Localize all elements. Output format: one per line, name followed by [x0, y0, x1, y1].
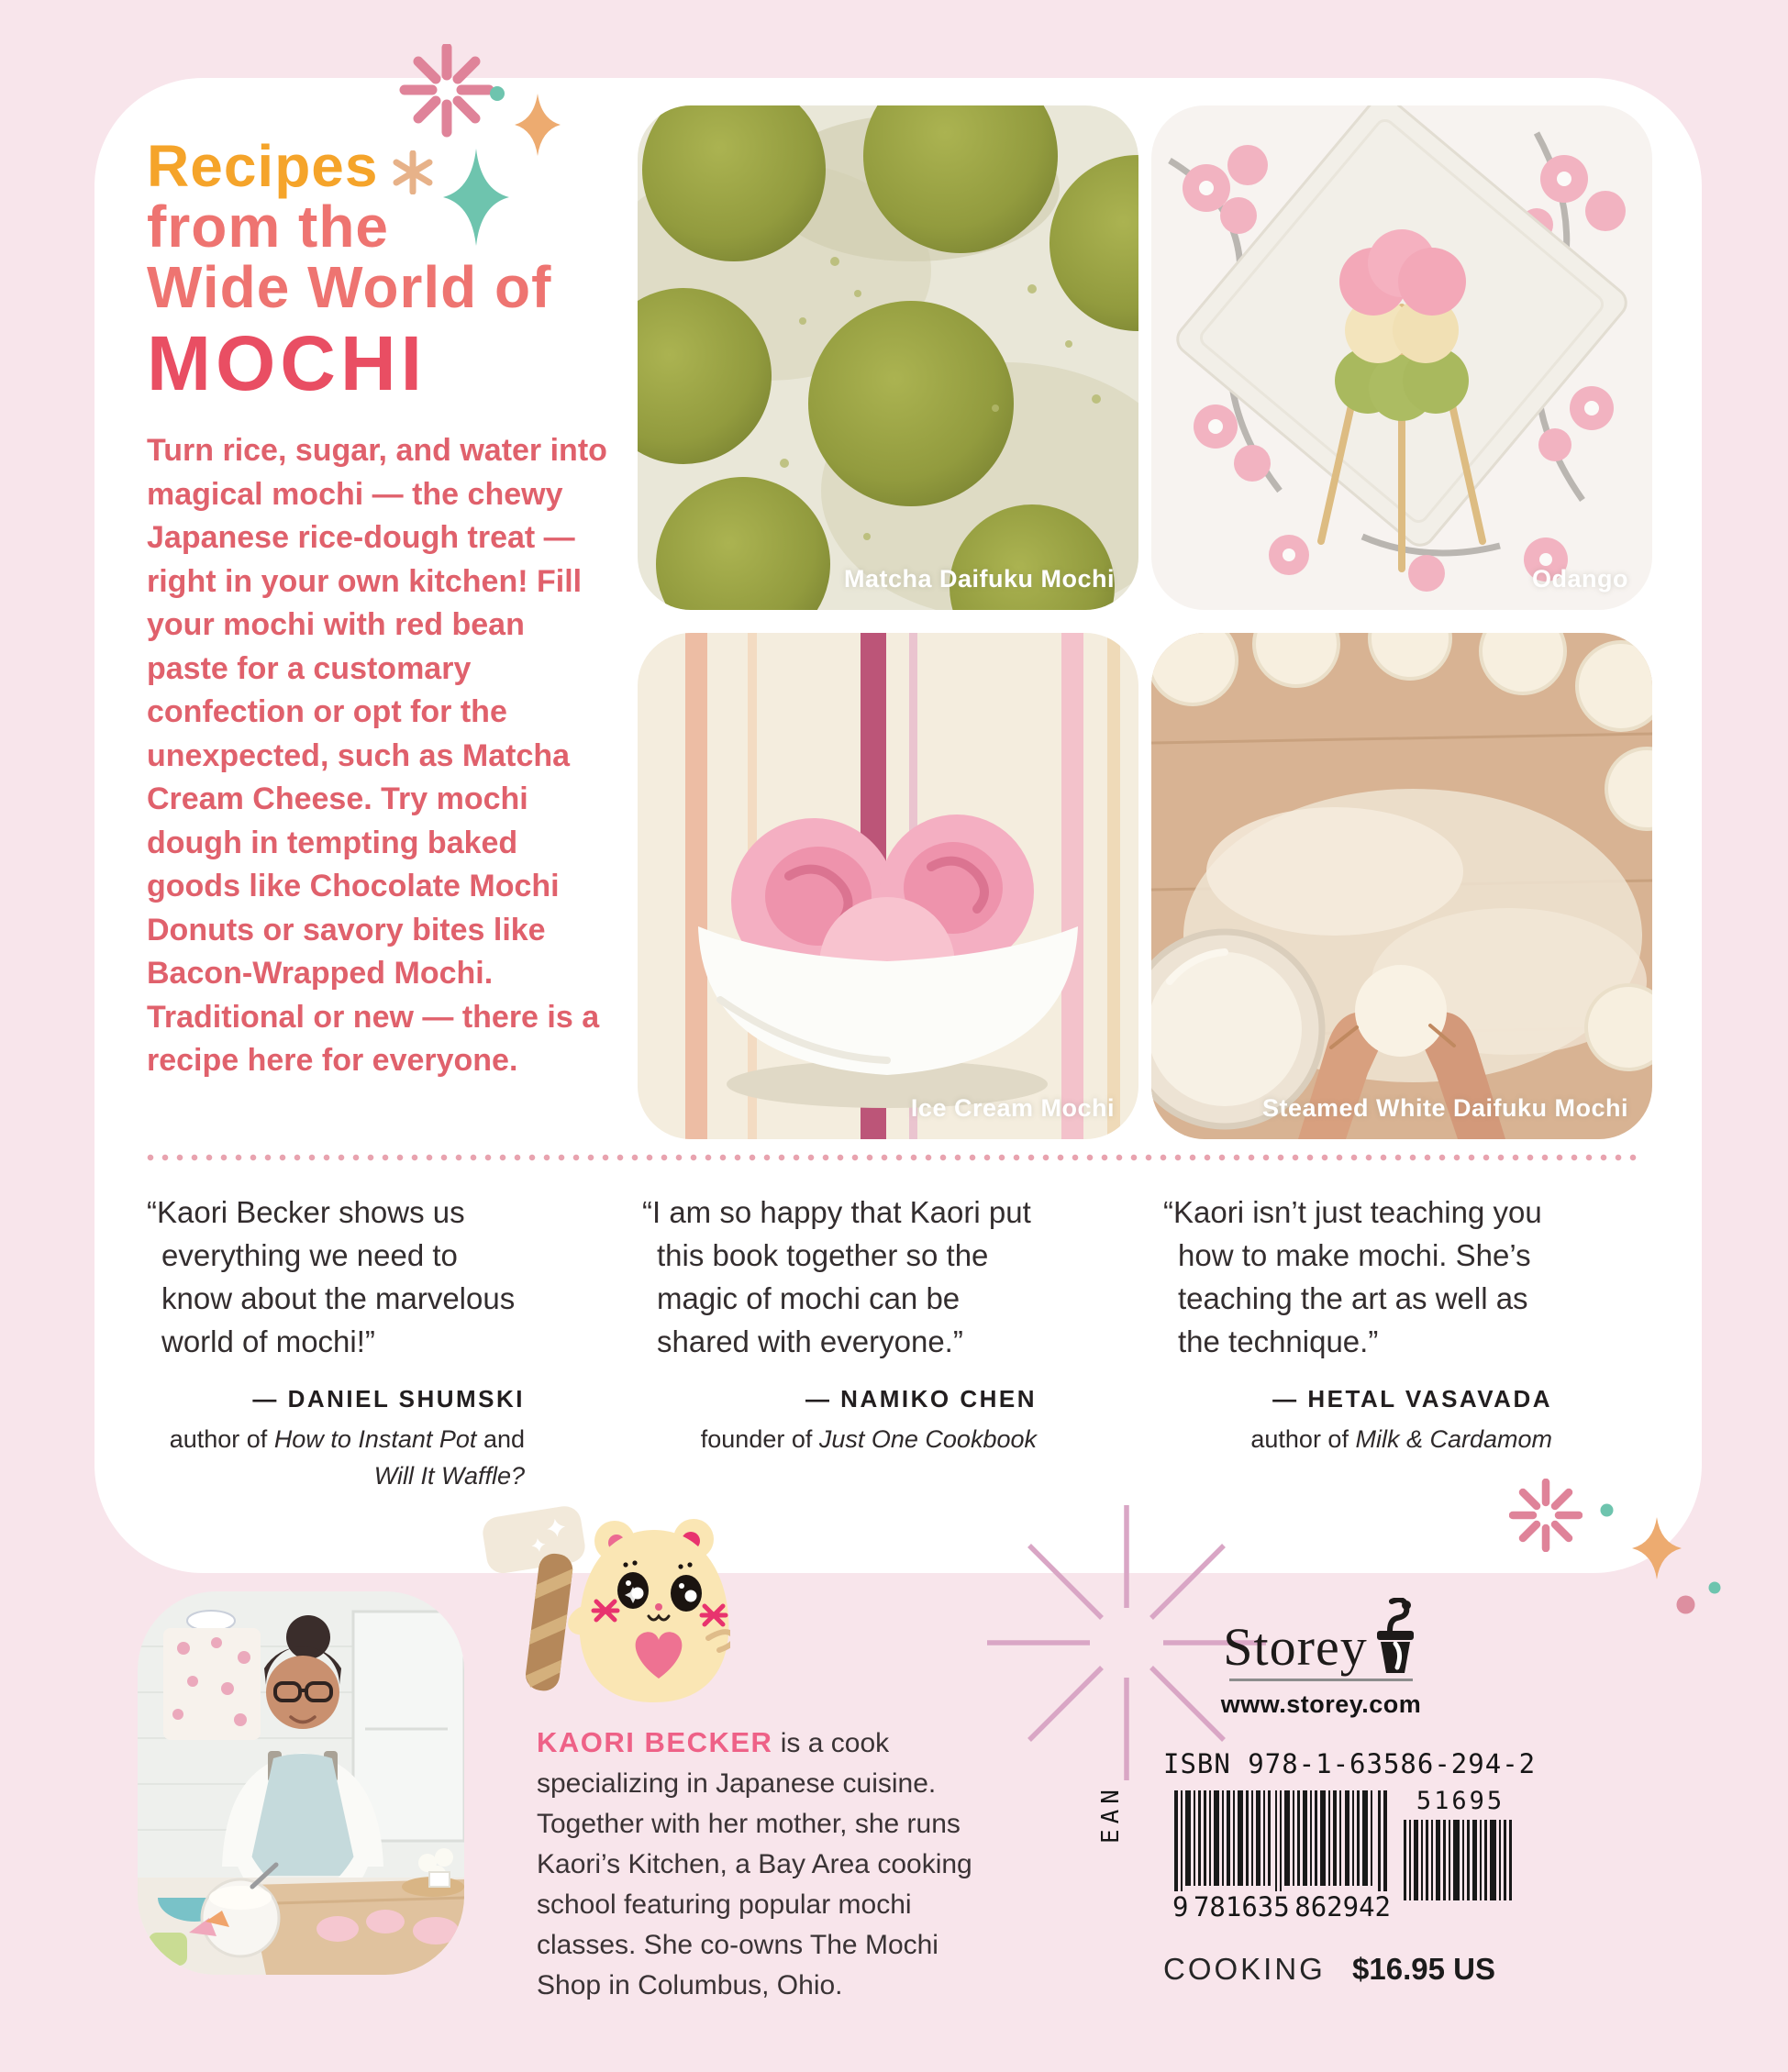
photo-caption: Matcha Daifuku Mochi: [843, 565, 1115, 593]
photo-caption: Steamed White Daifuku Mochi: [1261, 1094, 1628, 1122]
author-bio-text: is a cook specializing in Japanese cuisine. Together with her mother, she runs Kaori’s Kitchen, a Bay Area cooking school featuring popular mochi classes. She co-owns The Mochi Shop in Columbus, Ohio.: [537, 1728, 972, 2000]
credit-prefix: founder of: [700, 1425, 819, 1453]
quote-block-2: [642, 1191, 1037, 1457]
quote-block-1: [147, 1191, 525, 1494]
quote-credit: [642, 1421, 1037, 1457]
barcode-digit-group: 781635: [1193, 1891, 1290, 1922]
barcode-addon-icon: [1404, 1820, 1512, 1900]
author-bio: [537, 1723, 977, 2006]
publisher-name: Storey: [1223, 1617, 1368, 1677]
title-line-wide-world: Wide World of: [147, 254, 552, 320]
price-addon-code: 51695: [1416, 1787, 1505, 1815]
dot-icon: [1708, 1581, 1721, 1594]
quote-credit: [1163, 1421, 1552, 1457]
intro-paragraph: Turn rice, sugar, and water into magical mochi — the chewy Japanese rice-dough treat — right in your own kitchen! Fill your mochi with red bean paste for a customary confection or opt for the unexpected, such as Matcha Cream Cheese. Try mochi dough in tempting baked goods like Chocolate Mochi Donuts or savory bites like Bacon-Wrapped Mochi. Traditional or new — there is a recipe here for everyone.: [147, 433, 607, 1078]
barcode-digits: [1172, 1891, 1391, 1922]
isbn-label: ISBN 978-1-63586-294-2: [1163, 1748, 1537, 1779]
ean-label: EAN: [1097, 1784, 1125, 1844]
photo-odango: [1151, 105, 1652, 610]
barcode-digit-group: 862942: [1294, 1891, 1391, 1922]
quote-attribution: — DANIEL SHUMSKI: [252, 1385, 525, 1413]
photo-ice-cream-mochi: [638, 633, 1138, 1139]
credit-connector: and: [476, 1425, 525, 1453]
title-line-mochi: MOCHI: [147, 320, 427, 406]
photo-steamed-daifuku: [1151, 633, 1652, 1139]
title-line-from-the: from the: [147, 194, 389, 260]
credit-book-title: Milk & Cardamom: [1355, 1425, 1552, 1453]
ice-cream-photo-illustration: [638, 633, 1138, 1139]
quote-text: “I am so happy that Kaori put this book together so the magic of mochi can be shared with everyone.”: [642, 1195, 1031, 1358]
dotted-divider: [147, 1154, 1644, 1161]
starburst-icon: [396, 44, 497, 145]
credit-book-title: Will It Waffle?: [373, 1462, 525, 1490]
barcode-icon: [1174, 1790, 1387, 1891]
quote-attribution: — NAMIKO CHEN: [805, 1385, 1037, 1413]
quote-credit: [147, 1421, 525, 1494]
price-label: $16.95 US: [1352, 1952, 1495, 1986]
dot-icon: [489, 85, 505, 102]
category-label: COOKING: [1163, 1952, 1326, 1986]
dot-icon: [1600, 1503, 1614, 1517]
photo-matcha-daifuku: [638, 105, 1138, 610]
quote-text: “Kaori isn’t just teaching you how to make mochi. She’s teaching the art as well as the technique.”: [1163, 1195, 1542, 1358]
barcode-digit-group: 9: [1172, 1891, 1189, 1922]
quote-attribution: — HETAL VASAVADA: [1272, 1385, 1552, 1413]
sparkle-4point-icon: [440, 147, 512, 248]
photo-caption: Odango: [1532, 565, 1628, 593]
credit-prefix: author of: [169, 1425, 274, 1453]
odango-photo-illustration: [1151, 105, 1652, 610]
publisher-logo: [1220, 1598, 1422, 1719]
matcha-photo-illustration: [638, 105, 1138, 610]
starburst-icon: [1509, 1479, 1583, 1552]
logo-rule: [1229, 1679, 1413, 1681]
publisher-url: www.storey.com: [1220, 1690, 1422, 1718]
dot-icon: [1676, 1595, 1695, 1614]
credit-prefix: author of: [1250, 1425, 1356, 1453]
author-photo-illustration: [138, 1591, 464, 1975]
photo-caption: Ice Cream Mochi: [910, 1094, 1115, 1122]
steamed-daifuku-photo-illustration: [1151, 633, 1652, 1139]
credit-book-title: Just One Cookbook: [818, 1425, 1037, 1453]
quote-text: “Kaori Becker shows us everything we need to know about the marvelous world of mochi!”: [147, 1195, 516, 1358]
credit-book-title: How to Instant Pot: [273, 1425, 477, 1453]
quote-block-3: [1163, 1191, 1552, 1457]
storey-flowerpot-icon: [1372, 1598, 1419, 1675]
sparkle-4point-icon: [1630, 1515, 1683, 1581]
author-name: KAORI BECKER: [537, 1726, 773, 1758]
title-line-recipes: Recipes: [147, 133, 379, 199]
author-photo: [138, 1591, 464, 1975]
hamster-mascot-icon: [477, 1499, 730, 1710]
asterisk-icon: [391, 150, 435, 194]
sparkle-4point-icon: [513, 93, 562, 157]
